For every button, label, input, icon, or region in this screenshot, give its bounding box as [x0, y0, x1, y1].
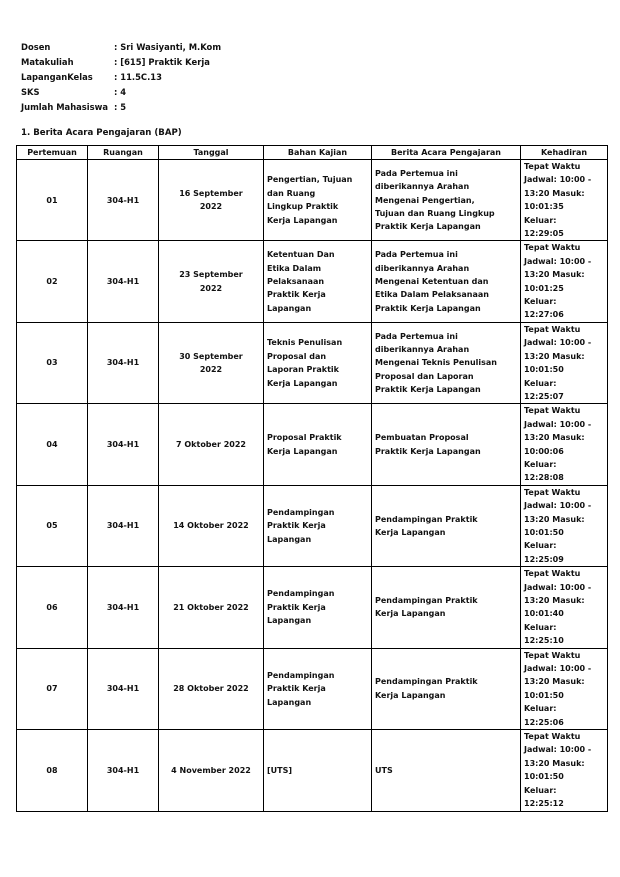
header-bahan-kajian: Bahan Kajian	[264, 146, 372, 160]
info-value: : 4	[114, 87, 127, 97]
cell-ruangan: 304-H1	[88, 322, 159, 403]
cell-bahan-kajian: Proposal Praktik Kerja Lapangan	[264, 404, 372, 485]
info-row-kelas	[21, 70, 221, 85]
table-row	[17, 730, 608, 811]
cell-tanggal: 7 Oktober 2022	[159, 404, 264, 485]
cell-ruangan: 304-H1	[88, 241, 159, 322]
table-body	[17, 160, 608, 812]
cell-ruangan: 304-H1	[88, 485, 159, 566]
cell-pertemuan: 08	[17, 730, 88, 811]
cell-bahan-kajian: Pengertian, Tujuan dan Ruang Lingkup Praktik Kerja Lapangan	[264, 160, 372, 241]
cell-kehadiran: Tepat Waktu Jadwal: 10:00 - 13:20 Masuk: 10:01:50 Keluar: 12:25:06	[521, 648, 608, 729]
cell-berita-acara: Pendampingan Praktik Kerja Lapangan	[372, 485, 521, 566]
cell-kehadiran: Tepat Waktu Jadwal: 10:00 - 13:20 Masuk: 10:01:50 Keluar: 12:25:07	[521, 322, 608, 403]
cell-pertemuan: 04	[17, 404, 88, 485]
cell-kehadiran: Tepat Waktu Jadwal: 10:00 - 13:20 Masuk: 10:01:35 Keluar: 12:29:05	[521, 160, 608, 241]
cell-tanggal: 16 September 2022	[159, 160, 264, 241]
cell-bahan-kajian: [UTS]	[264, 730, 372, 811]
table-row	[17, 567, 608, 648]
cell-kehadiran: Tepat Waktu Jadwal: 10:00 - 13:20 Masuk: 10:01:50 Keluar: 12:25:12	[521, 730, 608, 811]
cell-tanggal: 30 September 2022	[159, 322, 264, 403]
cell-tanggal: 23 September 2022	[159, 241, 264, 322]
cell-pertemuan: 07	[17, 648, 88, 729]
info-label: Matakuliah	[21, 57, 74, 67]
info-row-sks	[21, 85, 221, 100]
cell-pertemuan: 05	[17, 485, 88, 566]
table-row	[17, 404, 608, 485]
info-label: Jumlah Mahasiswa	[21, 102, 109, 112]
cell-kehadiran: Tepat Waktu Jadwal: 10:00 - 13:20 Masuk: 10:01:40 Keluar: 12:25:10	[521, 567, 608, 648]
info-value: : 11.5C.13	[114, 72, 162, 82]
cell-ruangan: 304-H1	[88, 730, 159, 811]
cell-pertemuan: 02	[17, 241, 88, 322]
cell-kehadiran: Tepat Waktu Jadwal: 10:00 - 13:20 Masuk: 10:01:25 Keluar: 12:27:06	[521, 241, 608, 322]
section-title: 1. Berita Acara Pengajaran (BAP)	[21, 128, 182, 138]
cell-ruangan: 304-H1	[88, 404, 159, 485]
cell-pertemuan: 06	[17, 567, 88, 648]
cell-ruangan: 304-H1	[88, 567, 159, 648]
course-info	[21, 40, 221, 115]
header-ruangan: Ruangan	[88, 146, 159, 160]
header-berita-acara: Berita Acara Pengajaran	[372, 146, 521, 160]
info-label: SKS	[21, 87, 40, 97]
info-row-jumlah	[21, 100, 221, 115]
info-label: Dosen	[21, 42, 51, 52]
cell-berita-acara: Pada Pertemua ini diberikannya Arahan Mengenai Teknis Penulisan Proposal dan Laporan Praktik Kerja Lapangan	[372, 322, 521, 403]
cell-berita-acara: Pada Pertemua ini diberikannya Arahan Mengenai Pengertian, Tujuan dan Ruang Lingkup Praktik Kerja Lapangan	[372, 160, 521, 241]
info-row-matakuliah	[21, 55, 221, 70]
cell-tanggal: 4 November 2022	[159, 730, 264, 811]
header-tanggal: Tanggal	[159, 146, 264, 160]
table-row	[17, 160, 608, 241]
cell-tanggal: 14 Oktober 2022	[159, 485, 264, 566]
cell-kehadiran: Tepat Waktu Jadwal: 10:00 - 13:20 Masuk: 10:01:50 Keluar: 12:25:09	[521, 485, 608, 566]
header-kehadiran: Kehadiran	[521, 146, 608, 160]
cell-berita-acara: Pembuatan Proposal Praktik Kerja Lapangan	[372, 404, 521, 485]
cell-berita-acara: Pada Pertemua ini diberikannya Arahan Mengenai Ketentuan dan Etika Dalam Pelaksanaan Praktik Kerja Lapangan	[372, 241, 521, 322]
cell-bahan-kajian: Pendampingan Praktik Kerja Lapangan	[264, 485, 372, 566]
info-value: : 5	[114, 102, 127, 112]
info-value: : [615] Praktik Kerja	[114, 57, 210, 67]
cell-tanggal: 21 Oktober 2022	[159, 567, 264, 648]
cell-tanggal: 28 Oktober 2022	[159, 648, 264, 729]
cell-berita-acara: Pendampingan Praktik Kerja Lapangan	[372, 567, 521, 648]
cell-ruangan: 304-H1	[88, 648, 159, 729]
cell-berita-acara: Pendampingan Praktik Kerja Lapangan	[372, 648, 521, 729]
cell-bahan-kajian: Ketentuan Dan Etika Dalam Pelaksanaan Praktik Kerja Lapangan	[264, 241, 372, 322]
bap-table	[16, 145, 608, 812]
cell-bahan-kajian: Teknis Penulisan Proposal dan Laporan Praktik Kerja Lapangan	[264, 322, 372, 403]
table-row	[17, 648, 608, 729]
cell-pertemuan: 01	[17, 160, 88, 241]
table-header-row	[17, 146, 608, 160]
cell-pertemuan: 03	[17, 322, 88, 403]
info-label: LapanganKelas	[21, 72, 93, 82]
cell-berita-acara: UTS	[372, 730, 521, 811]
cell-bahan-kajian: Pendampingan Praktik Kerja Lapangan	[264, 648, 372, 729]
info-row-dosen	[21, 40, 221, 55]
cell-kehadiran: Tepat Waktu Jadwal: 10:00 - 13:20 Masuk: 10:00:06 Keluar: 12:28:08	[521, 404, 608, 485]
cell-bahan-kajian: Pendampingan Praktik Kerja Lapangan	[264, 567, 372, 648]
header-pertemuan: Pertemuan	[17, 146, 88, 160]
table-row	[17, 322, 608, 403]
info-value: : Sri Wasiyanti, M.Kom	[114, 42, 222, 52]
table-row	[17, 485, 608, 566]
table-row	[17, 241, 608, 322]
cell-ruangan: 304-H1	[88, 160, 159, 241]
